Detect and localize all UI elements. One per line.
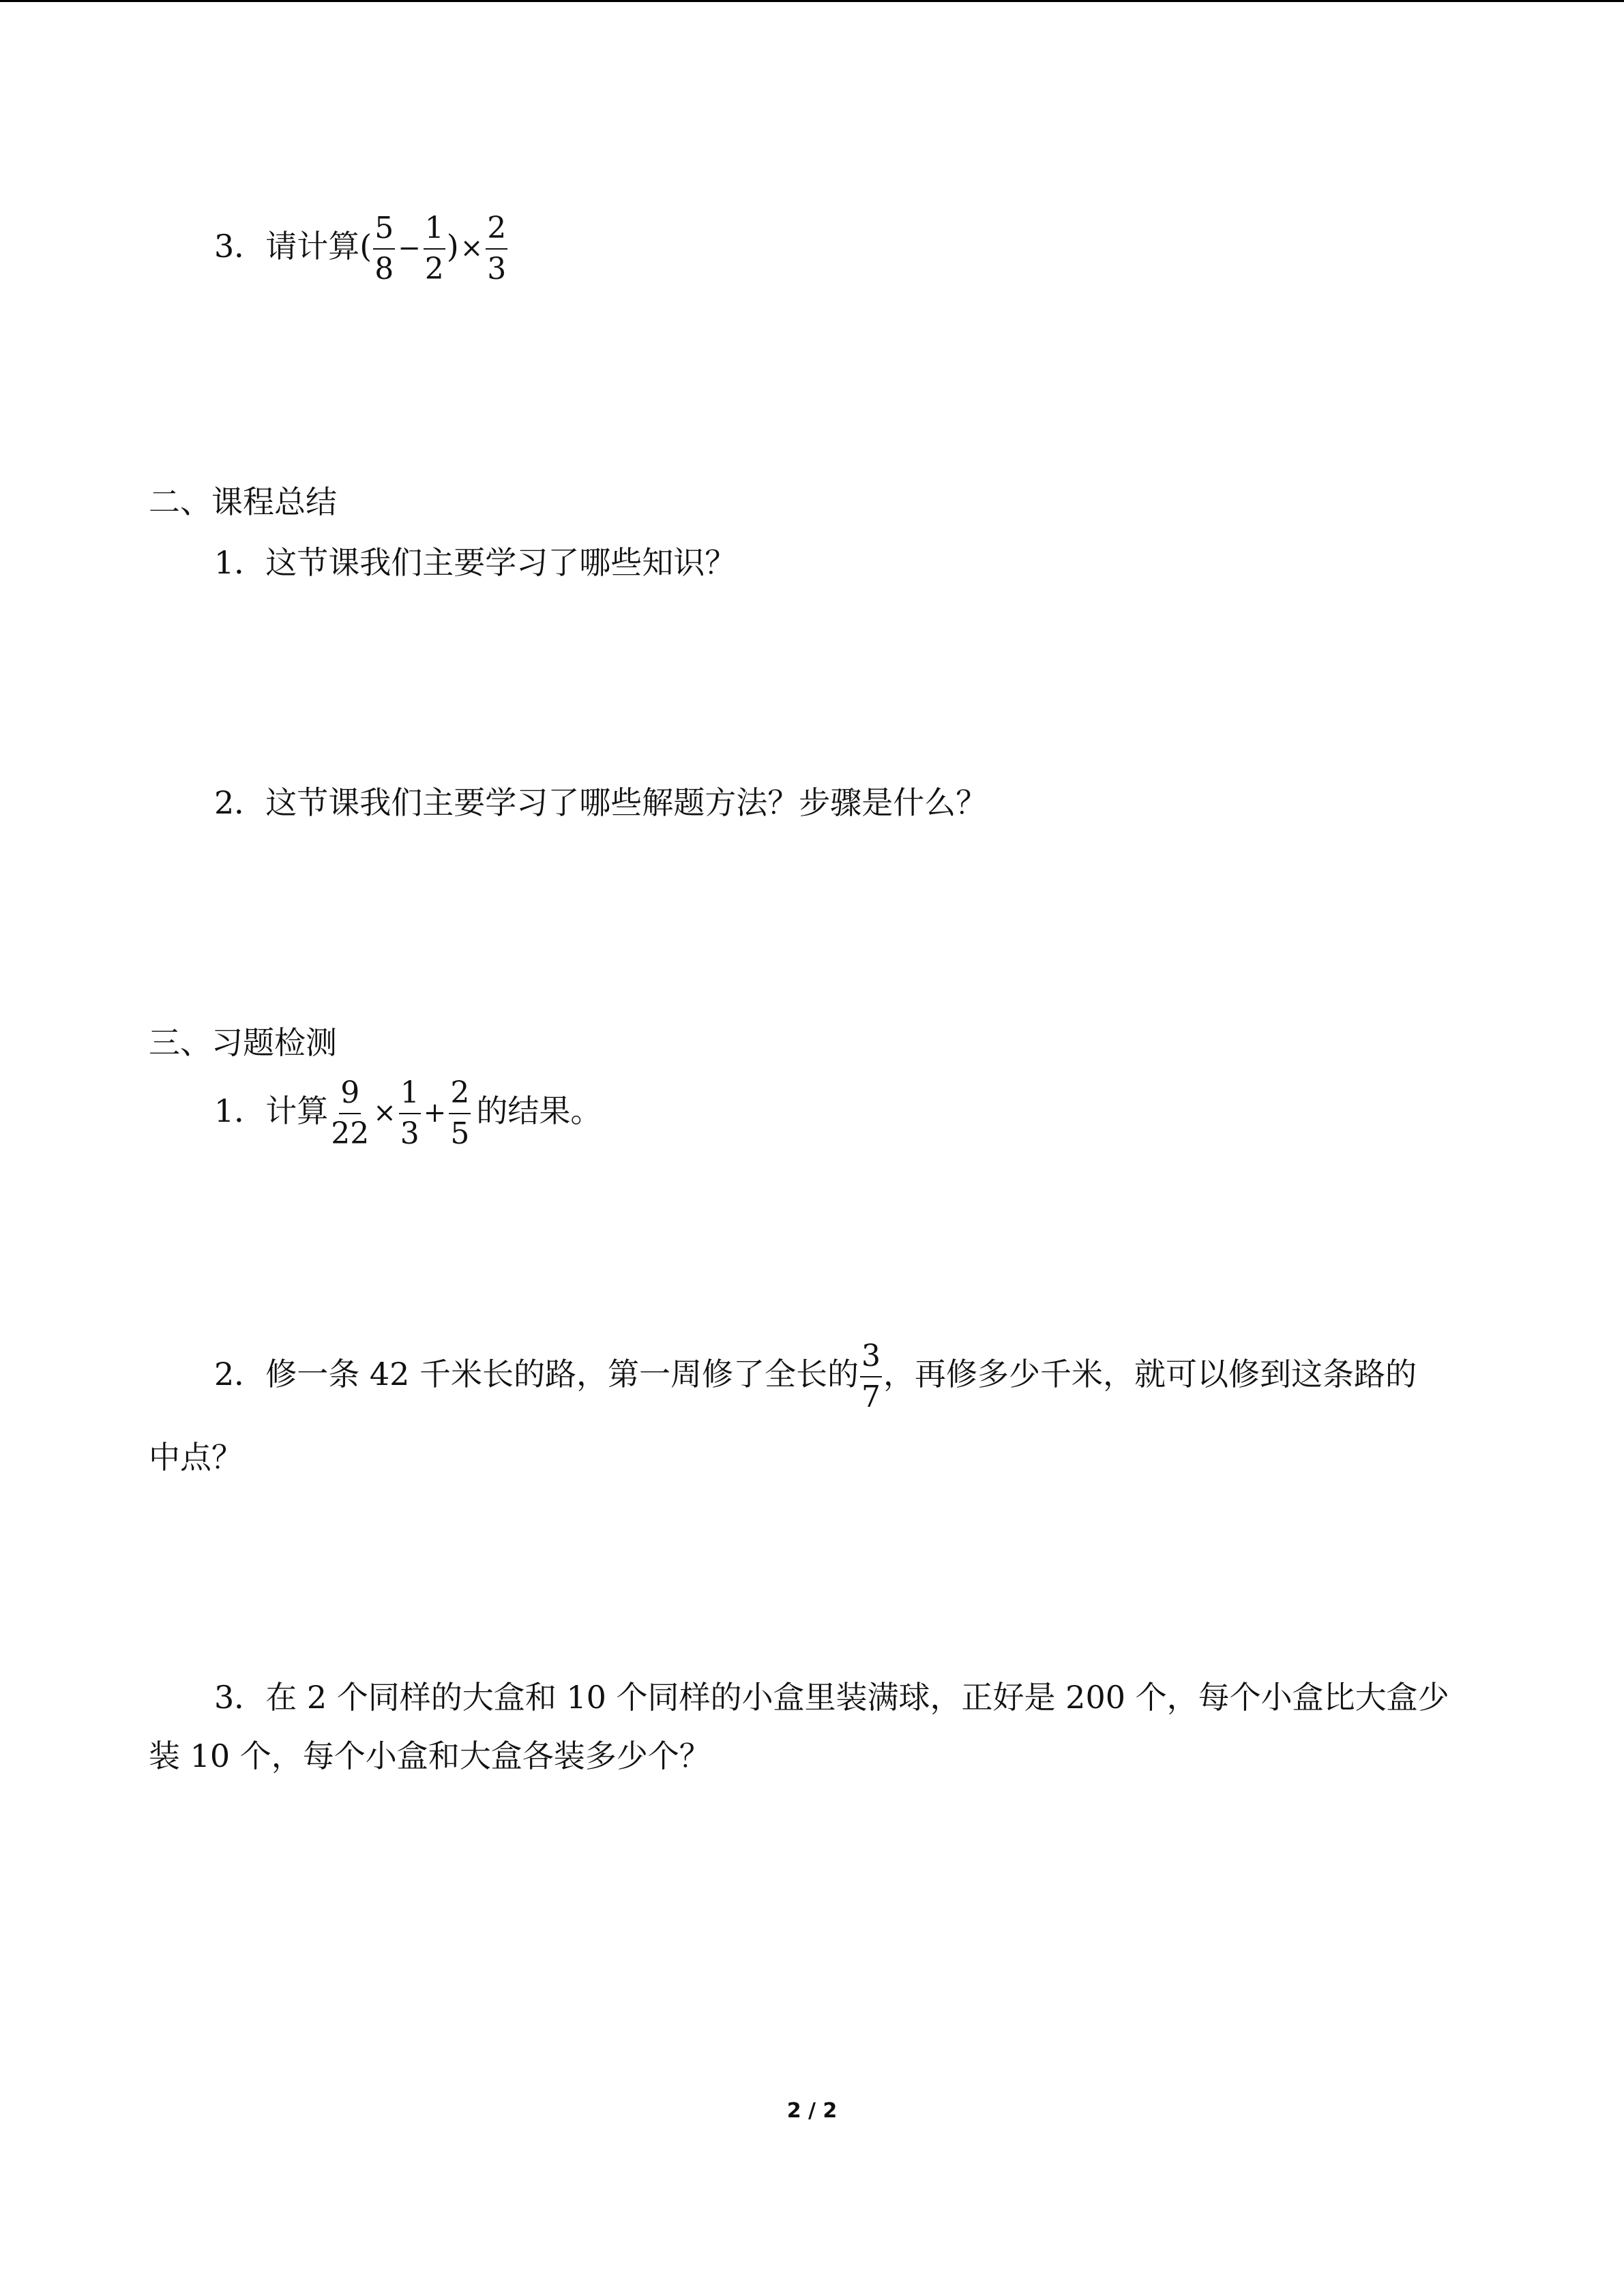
fraction-2-5 [449,1075,471,1152]
question-2-1: 1．这节课我们主要学习了哪些知识？ [214,544,737,581]
question-2-2: 2．这节课我们主要学习了哪些解题方法？步骤是什么？ [214,784,988,821]
page-number: 2 / 2 [786,2099,838,2123]
question-3-2-continued: 中点？ [149,1439,243,1476]
numerator: 2 [486,210,507,250]
question-text: 1．计算 [214,1092,329,1129]
close-paren: ) [446,228,459,265]
question-3-2 [214,1338,1417,1416]
denominator: 22 [331,1116,370,1151]
question-3-1 [214,1075,602,1152]
fraction-5-8 [373,210,395,288]
section-heading-exercises: 三、习题检测 [149,1024,337,1061]
section-heading-summary: 二、课程总结 [149,483,337,520]
denominator: 8 [374,252,394,286]
denominator: 3 [487,252,507,286]
question-text: 2．修一条 42 千米长的路，第一周修了全长的 [214,1356,859,1392]
denominator: 5 [450,1116,470,1151]
fraction-2-3 [486,210,507,288]
question-text: 3．请计算 [214,228,360,265]
question-suffix: ，再修多少千米，就可以修到这条路的 [883,1356,1417,1392]
fraction-9-22 [329,1075,370,1152]
fraction-1-3 [399,1075,421,1152]
numerator: 5 [373,210,395,250]
minus-sign: − [398,233,421,264]
numerator: 9 [339,1075,361,1114]
page-top-border [0,0,1624,2]
plus-sign: + [423,1097,447,1129]
open-paren: ( [359,228,372,265]
question-3-3: 3．在 2 个同样的大盒和 10 个同样的小盒里装满球，正好是 200 个，每个小盒比大盒少 [214,1679,1449,1716]
numerator: 2 [449,1075,471,1114]
denominator: 7 [861,1380,881,1414]
question-1-3 [214,210,509,288]
times-sign: × [373,1097,396,1129]
fraction-3-7 [860,1338,882,1416]
fraction-1-2 [424,210,445,288]
question-3-3-continued: 装 10 个，每个小盒和大盒各装多少个？ [149,1738,711,1774]
numerator: 1 [399,1075,421,1114]
denominator: 2 [424,252,444,286]
numerator: 3 [860,1338,882,1377]
question-suffix: 的结果。 [476,1092,602,1129]
numerator: 1 [424,210,445,250]
times-sign: × [460,233,484,264]
denominator: 3 [400,1116,419,1151]
